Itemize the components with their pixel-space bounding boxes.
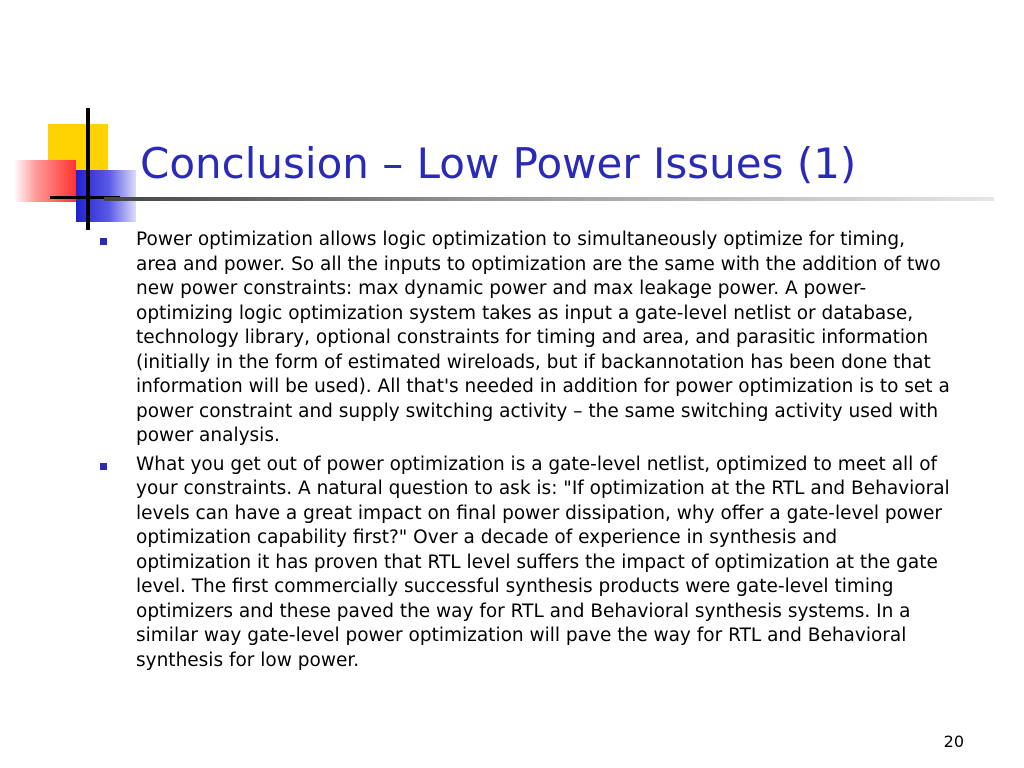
page-number: 20	[943, 732, 964, 751]
square-bullet-icon	[100, 238, 107, 245]
bullet-list	[100, 228, 950, 677]
bullet-text: Power optimization allows logic optimization to simultaneously optimize for timing, area and power. So all the inputs to optimization are the same with the addition of two new power constraints: max dynamic power and max leakage power. A power-optimizing logic optimization system takes as input a gate-level netlist or database, technology library, optional constraints for timing and area, and parasitic information (initially in the form of estimated wireloads, but if backannotation has been done that information will be used). All that's needed in addition for power optimization is to set a power constraint and supply switching activity – the same switching activity used with power analysis.	[136, 229, 950, 446]
square-bullet-icon	[100, 463, 107, 470]
title-underline	[104, 197, 994, 201]
bullet-text: What you get out of power optimization is a gate-level netlist, optimized to meet all of your constraints. A natural question to ask is: "If optimization at the RTL and Behavioral levels can have a great impact on final power dissipation, why offer a gate-level power optimization capability first?" Over a decade of experience in synthesis and optimization it has proven that RTL level suffers the impact of optimization at the gate level. The first commercially successful synthesis products were gate-level timing optimizers and these paved the way for RTL and Behavioral synthesis systems. In a similar way gate-level power optimization will pave the way for RTL and Behavioral synthesis for low power.	[136, 453, 950, 671]
bullet-item	[100, 453, 950, 674]
bullet-item	[100, 228, 950, 449]
vertical-line-icon	[86, 108, 90, 230]
slide-title: Conclusion – Low Power Issues (1)	[140, 139, 857, 188]
